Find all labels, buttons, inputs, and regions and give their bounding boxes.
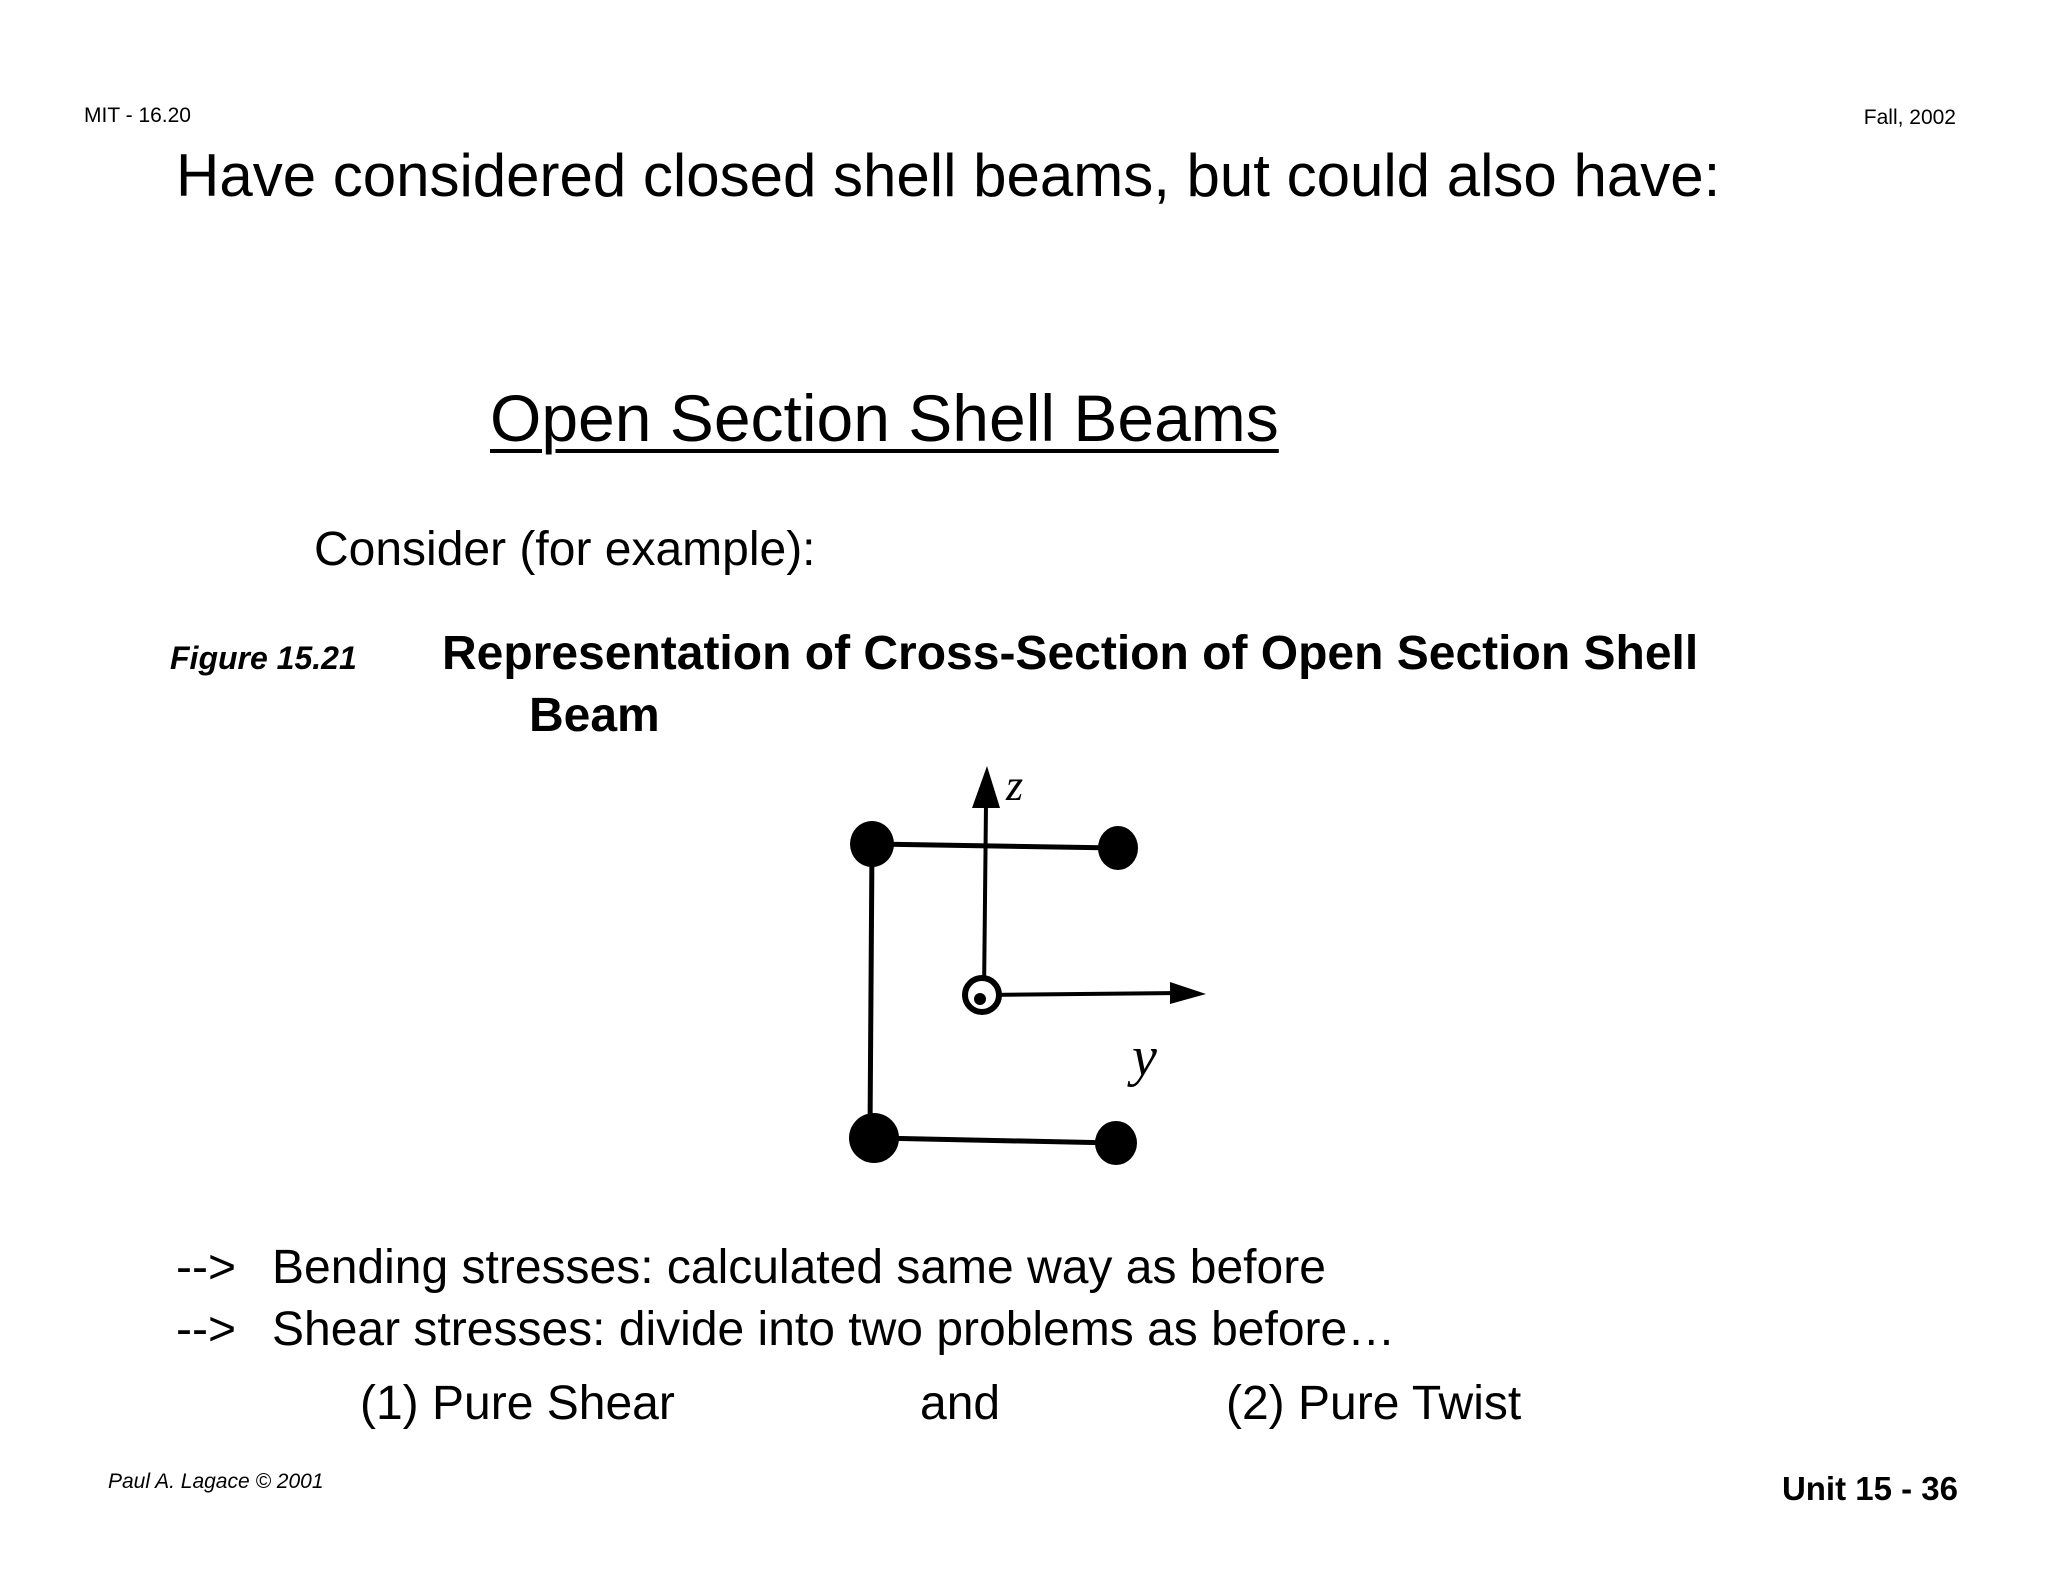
course-code: MIT - 16.20	[84, 104, 191, 127]
bullet-arrow: -->	[176, 1303, 236, 1356]
case-pure-twist: (2) Pure Twist	[1226, 1377, 1522, 1430]
bullet-text: Bending stresses: calculated same way as before	[272, 1241, 1326, 1294]
z-axis-line	[984, 804, 986, 995]
term-date: Fall, 2002	[1863, 106, 1956, 129]
boom-top-left	[850, 821, 894, 867]
consider-text: Consider (for example):	[314, 523, 816, 576]
bullet-text: Shear stresses: divide into two problems as before…	[272, 1303, 1396, 1356]
intro-text: Have considered closed shell beams, but could also have:	[176, 142, 1721, 209]
y-axis-arrowhead	[1170, 982, 1206, 1004]
z-axis-arrowhead	[972, 766, 1000, 808]
z-axis-label: z	[1006, 761, 1024, 810]
y-axis-label: y	[1132, 1026, 1157, 1088]
boom-bottom-left	[849, 1113, 899, 1163]
bullet-shear	[176, 1302, 1395, 1357]
author-copyright: Paul A. Lagace © 2001	[108, 1470, 324, 1493]
page-number: Unit 15 - 36	[1781, 1470, 1958, 1507]
cross-section-diagram	[830, 750, 1230, 1180]
figure-title-line1: Representation of Cross-Section of Open Section Shell	[442, 627, 1699, 680]
bullet-bending	[176, 1240, 1326, 1295]
top-flange-line	[872, 844, 1118, 848]
figure-title-line2: Beam	[529, 689, 660, 742]
bottom-flange-line	[874, 1138, 1116, 1143]
boom-bottom-right	[1095, 1121, 1137, 1165]
section-title: Open Section Shell Beams	[490, 381, 1279, 455]
boom-top-right	[1098, 826, 1138, 870]
case-pure-shear: (1) Pure Shear	[360, 1377, 675, 1430]
case-joiner: and	[920, 1377, 1001, 1430]
y-axis-line	[984, 993, 1180, 995]
bullet-arrow: -->	[176, 1241, 236, 1294]
web-line	[870, 844, 872, 1134]
figure-label: Figure 15.21	[170, 640, 357, 676]
